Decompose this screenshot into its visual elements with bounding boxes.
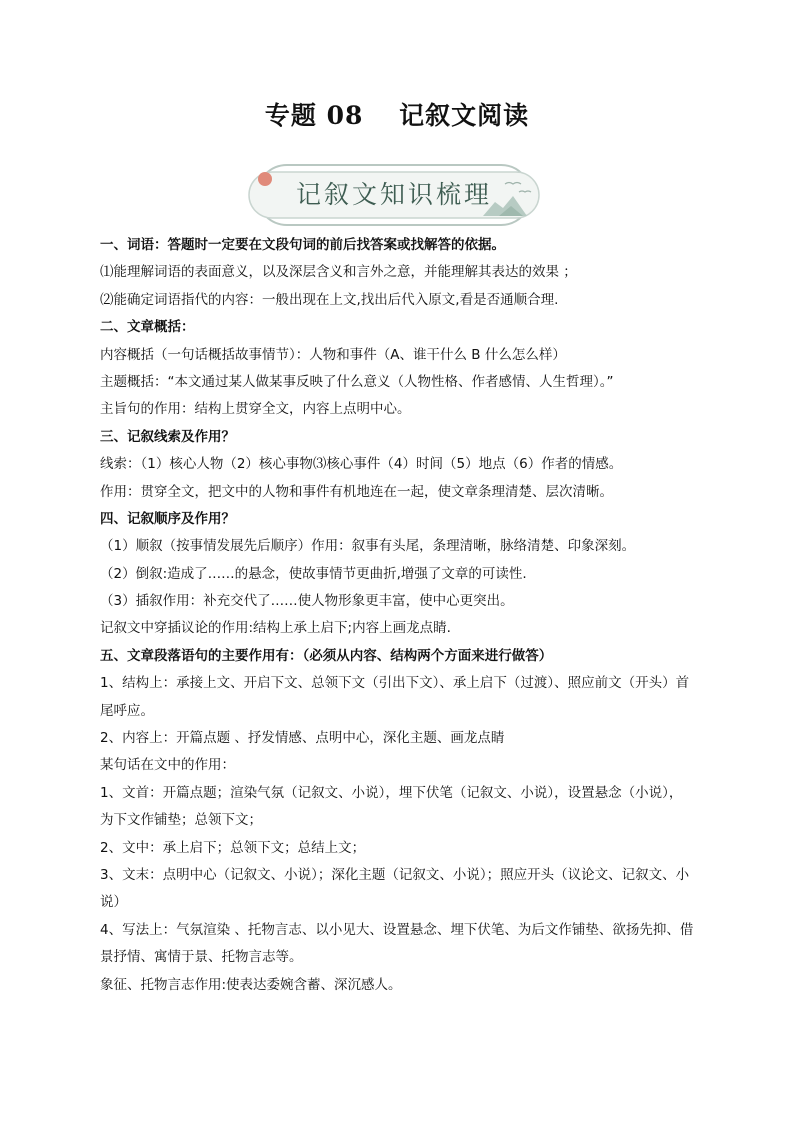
text-line: （1）顺叙（按事情发展先后顺序）作用：叙事有头尾，条理清晰，脉络清楚、印象深刻。 [100, 538, 636, 555]
section-heading: 四、记叙顺序及作用？ [100, 510, 235, 527]
section-banner [243, 162, 545, 228]
text-line: 主题概括：“本文通过某人做某事反映了什么意义（人物性格、作者感情、人生哲理）。” [100, 373, 614, 390]
text-line: 内容概括（一句话概括故事情节）：人物和事件（A、谁干什么 B 什么怎么样） [100, 346, 566, 363]
text-line: 尾呼应。 [100, 702, 154, 719]
text-line: 主旨句的作用：结构上贯穿全文，内容上点明中心。 [100, 401, 411, 418]
section-heading: 五、文章段落语句的主要作用有：（必须从内容、结构两个方面来进行做答） [100, 647, 553, 664]
text-line: 象征、托物言志作用:使表达委婉含蓄、深沉感人。 [100, 976, 402, 993]
text-line: 为下文作铺垫；总领下文； [100, 812, 262, 829]
text-line: 2、文中：承上启下；总领下文；总结上文； [100, 839, 366, 856]
banner-title: 记叙文知识梳理 [295, 180, 492, 209]
knowledge-content [100, 232, 700, 999]
text-line: 3、文末：点明中心（记叙文、小说）；深化主题（记叙文、小说）；照应开头（议论文、记叙文、小 [100, 866, 690, 883]
text-line: 作用：贯穿全文，把文中的人物和事件有机地连在一起，使文章条理清楚、层次清晰。 [100, 483, 613, 500]
text-line: （2）倒叙:造成了……的悬念，使故事情节更曲折,增强了文章的可读性. [100, 565, 527, 582]
text-line: 1、文首：开篇点题；渲染气氛（记叙文、小说），埋下伏笔（记叙文、小说），设置悬念（小说）， [100, 784, 683, 801]
text-line: 2、内容上：开篇点题 、抒发情感、点明中心，深化主题、画龙点睛 [100, 730, 505, 747]
text-line: ⑵能确定词语指代的内容：一般出现在上文,找出后代入原文,看是否通顺合理. [100, 291, 559, 308]
text-line: 1、结构上：承接上文、开启下文、总领下文（引出下文）、承上启下（过渡）、照应前文（开头）首 [100, 675, 690, 692]
page-title: 专题 08 记叙文阅读 [264, 101, 530, 130]
text-line: （3）插叙作用：补充交代了……使人物形象更丰富，使中心更突出。 [100, 593, 514, 610]
text-line: 景抒情、寓情于景、托物言志等。 [100, 949, 303, 966]
text-line: 线索：（1）核心人物（2）核心事物⑶核心事件（4）时间（5）地点（6）作者的情感。 [100, 456, 623, 473]
section-heading: 一、词语：答题时一定要在文段句词的前后找答案或找解答的依据。 [100, 237, 505, 253]
text-line: 记叙文中穿插议论的作用:结构上承上启下;内容上画龙点睛. [100, 620, 451, 637]
text-line: 4、写法上：气氛渲染 、托物言志、以小见大、设置悬念、埋下伏笔、为后文作铺垫、欲扬先抑、借 [100, 921, 694, 938]
text-line: 说） [100, 894, 127, 911]
text-line: 某句话在文中的作用： [100, 757, 235, 774]
section-heading: 二、文章概括： [100, 319, 195, 336]
section-heading: 三、记叙线索及作用？ [100, 428, 235, 445]
text-line: ⑴能理解词语的表面意义，以及深层含义和言外之意，并能理解其表达的效果 ； [100, 264, 577, 281]
